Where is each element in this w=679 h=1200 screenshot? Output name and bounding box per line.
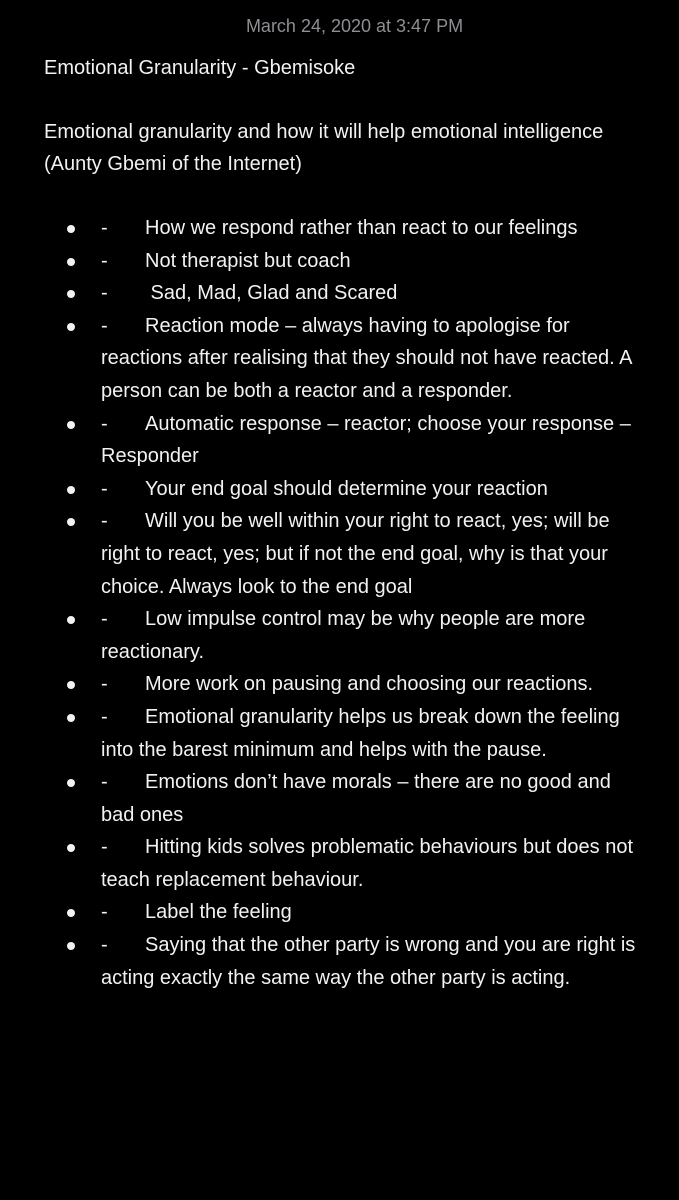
bullet-text: Saying that the other party is wrong and you are right is acting exactly the same way the other party is acting. bbox=[101, 934, 636, 989]
note-intro[interactable]: Emotional granularity and how it will help emotional intelligence (Aunty Gbemi of the Internet) bbox=[44, 121, 604, 175]
bullet-dot-icon bbox=[67, 486, 75, 494]
list-item[interactable] bbox=[44, 505, 649, 603]
bullet-text: Reaction mode – always having to apologise for reactions after realising that they should not have reacted. A person can be both a reactor and a responder. bbox=[101, 314, 632, 402]
bullet-text: Hitting kids solves problematic behaviours but does not teach replacement behaviour. bbox=[101, 836, 634, 891]
bullet-dash: - bbox=[101, 836, 108, 859]
bullet-dash: - bbox=[101, 217, 108, 239]
bullet-dot-icon bbox=[67, 225, 75, 233]
list-item[interactable] bbox=[44, 277, 649, 310]
bullet-dash: - bbox=[101, 771, 108, 794]
bullet-dot-icon bbox=[67, 518, 75, 526]
list-item[interactable] bbox=[44, 473, 649, 506]
list-item[interactable] bbox=[44, 766, 649, 831]
bullet-dot-icon bbox=[67, 844, 75, 852]
bullet-dash: - bbox=[101, 705, 108, 728]
bullet-dot-icon bbox=[67, 323, 75, 331]
bullet-text: Low impulse control may be why people are more reactionary. bbox=[101, 608, 586, 663]
bullet-dash: - bbox=[101, 412, 108, 435]
list-item[interactable] bbox=[44, 310, 649, 408]
bullet-dash: - bbox=[101, 934, 108, 957]
list-item[interactable] bbox=[44, 408, 649, 473]
bullet-text: Will you be well within your right to react, yes; will be right to react, yes; but if not the end goal, why is that your choice. Always look to the end goal bbox=[101, 510, 610, 598]
bullet-text: Sad, Mad, Glad and Scared bbox=[145, 282, 398, 305]
bullet-dot-icon bbox=[67, 616, 75, 624]
bullet-text: Emotional granularity helps us break down the feeling into the barest minimum and helps with the pause. bbox=[101, 705, 620, 761]
bullet-text: More work on pausing and choosing our reactions. bbox=[145, 673, 594, 696]
bullet-dot-icon bbox=[67, 290, 75, 298]
bullet-dot-icon bbox=[67, 909, 75, 917]
bullet-dash: - bbox=[101, 477, 108, 500]
bullet-text: Not therapist but coach bbox=[145, 249, 351, 272]
bullet-text: Automatic response – reactor; choose your response – Responder bbox=[101, 412, 631, 468]
list-item[interactable] bbox=[44, 668, 649, 701]
bullet-dash: - bbox=[101, 510, 108, 533]
list-item[interactable] bbox=[44, 603, 649, 668]
list-item[interactable] bbox=[44, 701, 649, 766]
note-title[interactable]: Emotional Granularity - Gbemisoke bbox=[44, 57, 356, 79]
bullet-text: Emotions don’t have morals – there are no good and bad ones bbox=[101, 771, 611, 826]
list-item[interactable] bbox=[44, 896, 649, 929]
bullet-dash: - bbox=[101, 673, 108, 696]
bullet-dash: - bbox=[101, 282, 108, 305]
list-item[interactable] bbox=[44, 212, 649, 245]
bullet-dot-icon bbox=[67, 258, 75, 266]
bullet-dot-icon bbox=[67, 421, 75, 429]
bullet-text: Label the feeling bbox=[145, 901, 292, 924]
bullet-dot-icon bbox=[67, 942, 75, 950]
bullet-text: How we respond rather than react to our feelings bbox=[145, 217, 578, 239]
bullet-dash: - bbox=[101, 901, 108, 924]
bullet-dash: - bbox=[101, 249, 108, 272]
bullet-dot-icon bbox=[67, 779, 75, 787]
list-item[interactable] bbox=[44, 929, 649, 994]
bullet-list[interactable] bbox=[44, 212, 649, 994]
bullet-dot-icon bbox=[67, 714, 75, 722]
bullet-dot-icon bbox=[67, 681, 75, 689]
note-timestamp: March 24, 2020 at 3:47 PM bbox=[245, 16, 464, 36]
bullet-text: Your end goal should determine your reaction bbox=[145, 477, 548, 500]
list-item[interactable] bbox=[44, 245, 649, 278]
list-item[interactable] bbox=[44, 831, 649, 896]
bullet-dash: - bbox=[101, 608, 108, 631]
bullet-dash: - bbox=[101, 314, 108, 337]
